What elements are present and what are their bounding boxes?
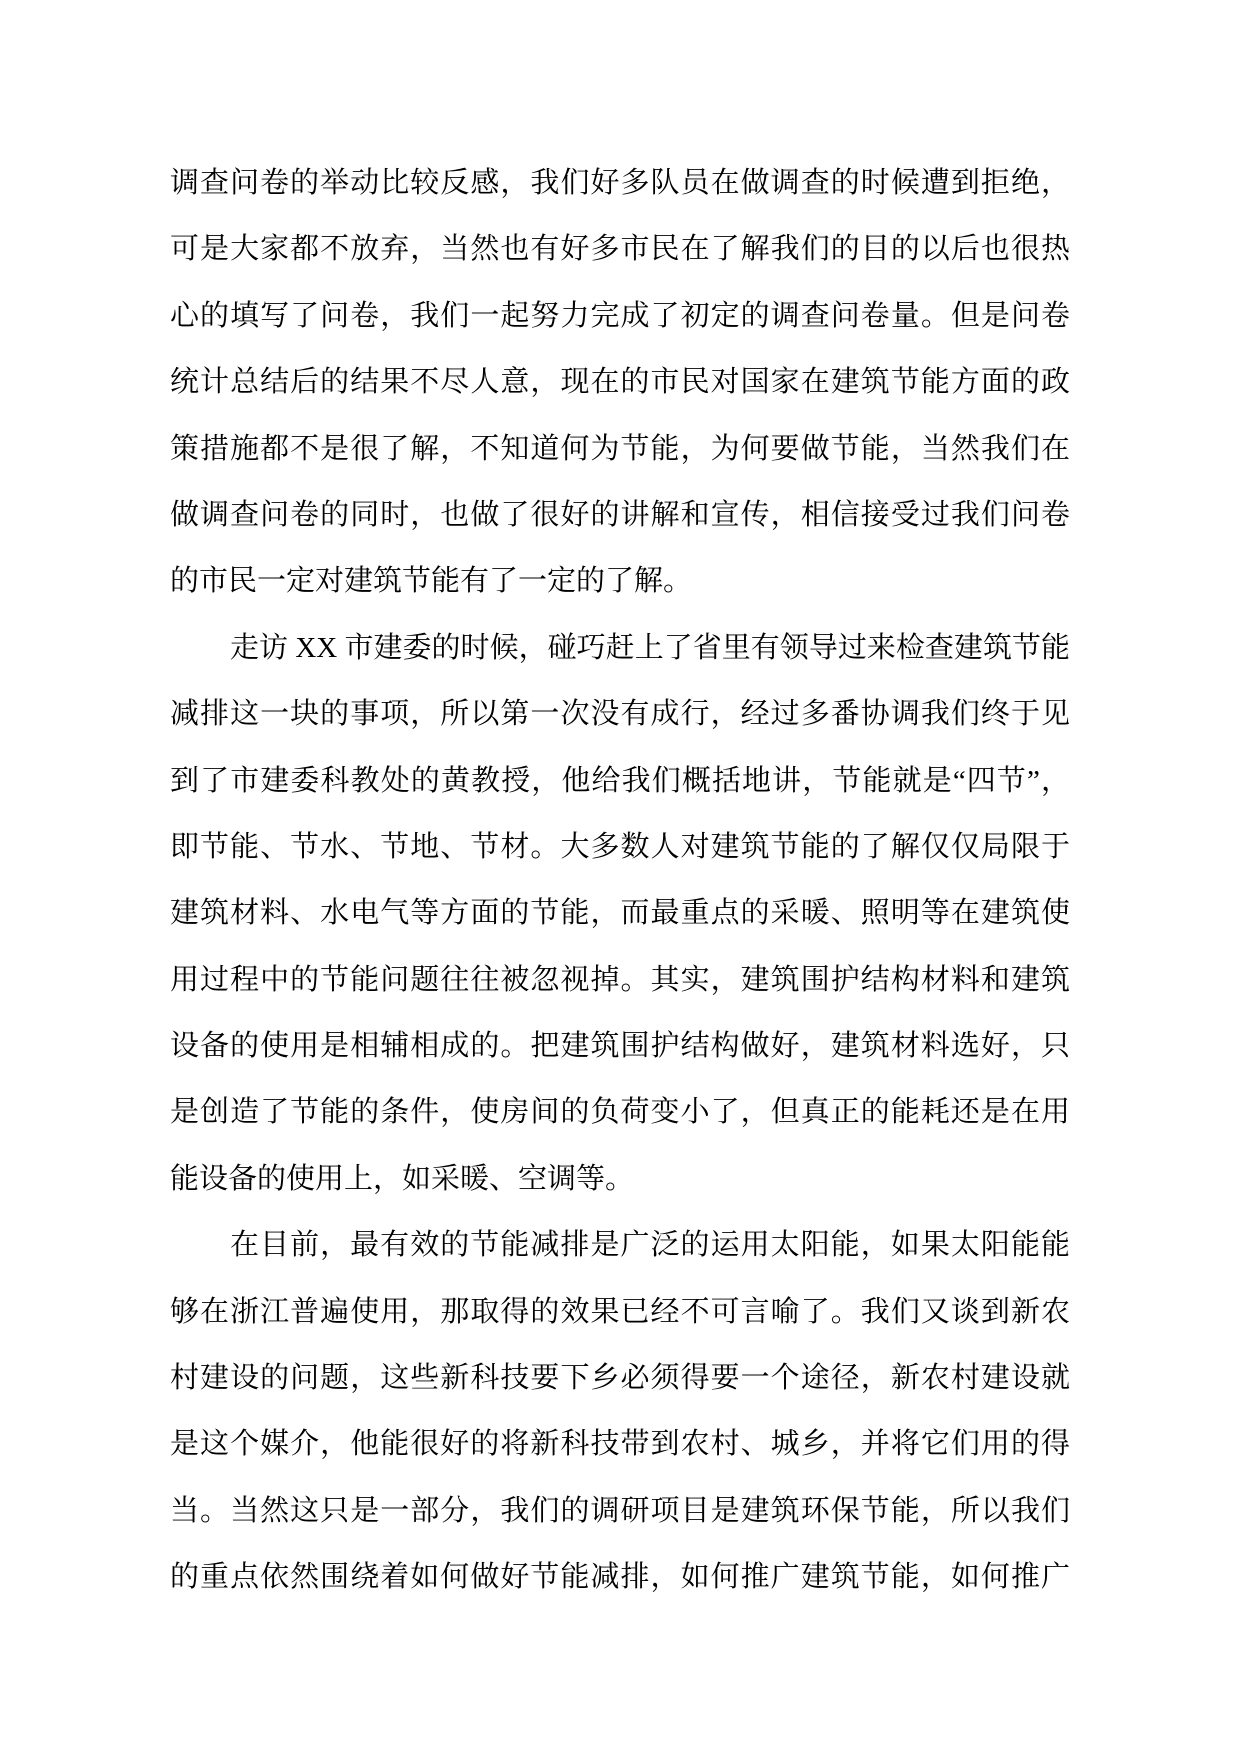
text-line: 是创造了节能的条件，使房间的负荷变小了，但真正的能耗还是在用 (170, 1096, 1070, 1129)
text-line: 可是大家都不放弃，当然也有好多市民在了解我们的目的以后也很热 (170, 233, 1070, 266)
text-line: 心的填写了问卷，我们一起努力完成了初定的调查问卷量。但是问卷 (170, 299, 1070, 332)
text-line: 是这个媒介，他能很好的将新科技带到农村、城乡，并将它们用的得 (170, 1428, 1070, 1461)
text-line: 当。当然这只是一部分，我们的调研项目是建筑环保节能，所以我们 (170, 1494, 1070, 1527)
text-line: 建筑材料、水电气等方面的节能，而最重点的采暖、照明等在建筑使 (170, 897, 1070, 930)
text-line: 做调查问卷的同时，也做了很好的讲解和宣传，相信接受过我们问卷 (170, 498, 1070, 531)
text-line: 即节能、节水、节地、节材。大多数人对建筑节能的了解仅仅局限于 (170, 830, 1070, 863)
text-line: 村建设的问题，这些新科技要下乡必须得要一个途径，新农村建设就 (170, 1362, 1070, 1395)
text-line: 设备的使用是相辅相成的。把建筑围护结构做好，建筑材料选好，只 (170, 1030, 1070, 1063)
text-line: 策措施都不是很了解，不知道何为节能，为何要做节能，当然我们在 (170, 432, 1070, 465)
text-line: 能设备的使用上，如采暖、空调等。 (170, 1162, 635, 1195)
text-line: 走访 XX 市建委的时候，碰巧赶上了省里有领导过来检查建筑节能 (230, 631, 1070, 664)
text-line: 的重点依然围绕着如何做好节能减排，如何推广建筑节能，如何推广 (170, 1561, 1070, 1594)
document-body (170, 150, 1070, 1611)
text-line: 减排这一块的事项，所以第一次没有成行，经过多番协调我们终于见 (170, 698, 1070, 731)
text-line: 用过程中的节能问题往往被忽视掉。其实，建筑围护结构材料和建筑 (170, 963, 1070, 996)
text-line: 够在浙江普遍使用，那取得的效果已经不可言喻了。我们又谈到新农 (170, 1295, 1070, 1328)
text-line: 的市民一定对建筑节能有了一定的了解。 (170, 565, 693, 598)
text-line: 统计总结后的结果不尽人意，现在的市民对国家在建筑节能方面的政 (170, 366, 1070, 399)
text-line: 到了市建委科教处的黄教授，他给我们概括地讲，节能就是“四节”， (170, 764, 1070, 797)
text-line: 在目前，最有效的节能减排是广泛的运用太阳能，如果太阳能能 (230, 1229, 1070, 1262)
text-line: 调查问卷的举动比较反感，我们好多队员在做调查的时候遭到拒绝， (170, 167, 1070, 199)
